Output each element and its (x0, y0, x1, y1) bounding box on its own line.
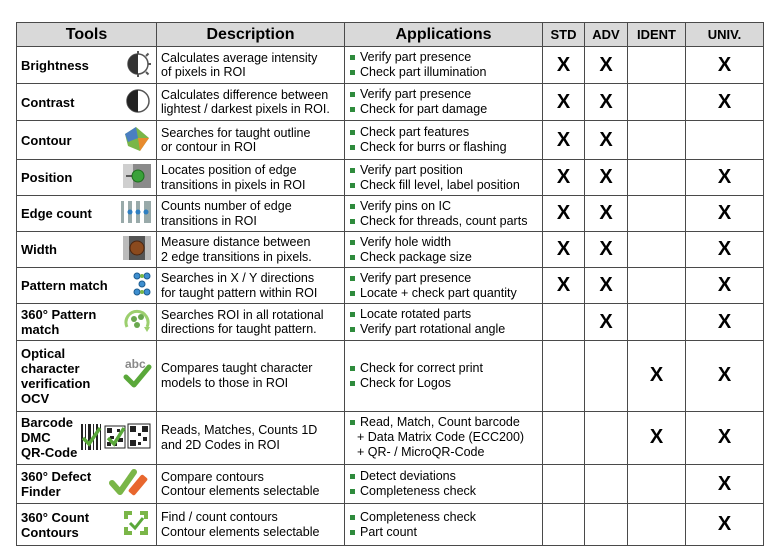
version-univ-cell: X (686, 232, 764, 268)
version-univ-cell: X (686, 411, 764, 464)
application-subitem: + Data Matrix Code (ECC200) (357, 430, 525, 445)
description-cell: Find / count contours Contour elements selectable (157, 504, 345, 546)
application-item: Read, Match, Count barcode (349, 415, 538, 430)
version-univ-cell: X (686, 268, 764, 304)
description-cell: Searches ROI in all rotational directions for taught pattern. (157, 304, 345, 341)
tool-name: Edge count (21, 206, 92, 222)
description-cell: Measure distance between 2 edge transitions in pixels. (157, 232, 345, 268)
version-std-cell: X (543, 232, 585, 268)
defect-finder-icon (108, 468, 152, 501)
tool-cell (17, 411, 157, 464)
version-ident-cell: X (628, 411, 686, 464)
application-item: Verify part position (349, 163, 538, 178)
applications-cell (345, 84, 543, 121)
application-item: Verify hole width (349, 235, 538, 250)
header-description: Description (157, 23, 345, 47)
application-subitem: + QR- / MicroQR-Code (357, 445, 485, 460)
table-row (17, 504, 764, 546)
version-adv-cell (585, 504, 628, 546)
application-item: Verify part presence (349, 271, 538, 286)
bullet-icon (350, 276, 355, 281)
tool-name: 360° Count Contours (21, 509, 90, 540)
tool-name: Contrast (21, 94, 75, 110)
description-cell: Reads, Matches, Counts 1D and 2D Codes in ROI (157, 411, 345, 464)
tool-name: 360° Defect Finder (21, 469, 92, 500)
application-item: Check fill level, label position (349, 178, 538, 193)
half-circle-gear-icon (124, 50, 152, 81)
rotated-pattern-icon (122, 307, 152, 338)
version-adv-cell: X (585, 196, 628, 232)
version-ident-cell (628, 464, 686, 503)
application-item: Completeness check (349, 484, 538, 499)
application-item: Locate rotated parts (349, 307, 538, 322)
tool-name: Optical character verification OCV (21, 345, 91, 406)
bullet-icon (350, 312, 355, 317)
application-item: Verify part presence (349, 50, 538, 65)
tool-name: Brightness (21, 57, 89, 73)
version-std-cell (543, 411, 585, 464)
tool-name: Position (21, 170, 73, 186)
version-adv-cell: X (585, 304, 628, 341)
description-cell: Compare contours Contour elements selectable (157, 464, 345, 503)
header-ident: IDENT (628, 23, 686, 47)
applications-cell (345, 268, 543, 304)
version-ident-cell (628, 121, 686, 160)
description-cell: Locates position of edge transitions in pixels in ROI (157, 160, 345, 196)
table-body (17, 47, 764, 546)
bullet-icon (350, 183, 355, 188)
position-target-icon (122, 163, 152, 192)
table-row (17, 304, 764, 341)
header-univ: UNIV. (686, 23, 764, 47)
application-item: Check for burrs or flashing (349, 140, 538, 155)
version-adv-cell: X (585, 121, 628, 160)
version-adv-cell: X (585, 160, 628, 196)
version-ident-cell (628, 504, 686, 546)
bullet-icon (350, 55, 355, 60)
application-item: Check for threads, count parts (349, 214, 538, 229)
applications-cell (345, 411, 543, 464)
bullet-icon (350, 327, 355, 332)
pattern-dots-icon (132, 271, 152, 300)
application-item: Verify part presence (349, 87, 538, 102)
application-item: Check for correct print (349, 361, 538, 376)
bullet-icon (350, 107, 355, 112)
version-std-cell: X (543, 121, 585, 160)
width-measure-icon (122, 235, 152, 264)
tool-name: 360° Pattern match (21, 307, 97, 338)
applications-cell (345, 121, 543, 160)
tool-cell (17, 232, 157, 268)
table-row (17, 464, 764, 503)
tool-cell (17, 268, 157, 304)
version-adv-cell: X (585, 268, 628, 304)
header-tools: Tools (17, 23, 157, 47)
table-row (17, 268, 764, 304)
applications-cell (345, 304, 543, 341)
tool-cell (17, 84, 157, 121)
version-ident-cell (628, 268, 686, 304)
table-row (17, 121, 764, 160)
version-ident-cell (628, 304, 686, 341)
application-item: Check part illumination (349, 65, 538, 80)
header-std: STD (543, 23, 585, 47)
application-item: Completeness check (349, 510, 538, 525)
version-univ-cell: X (686, 160, 764, 196)
version-ident-cell (628, 160, 686, 196)
version-univ-cell: X (686, 84, 764, 121)
table-row (17, 84, 764, 121)
description-cell: Counts number of edge transitions in ROI (157, 196, 345, 232)
bullet-icon (350, 92, 355, 97)
bullet-icon (350, 366, 355, 371)
applications-cell (345, 341, 543, 412)
table-row (17, 47, 764, 84)
description-cell: Compares taught character models to those in ROI (157, 341, 345, 412)
bullet-icon (350, 70, 355, 75)
tool-cell (17, 504, 157, 546)
header-applications: Applications (345, 23, 543, 47)
version-std-cell: X (543, 268, 585, 304)
bullet-icon (350, 255, 355, 260)
bullet-icon (350, 420, 355, 425)
application-item: Check for part damage (349, 102, 538, 117)
version-ident-cell (628, 84, 686, 121)
table-row (17, 411, 764, 464)
table-row (17, 160, 764, 196)
bullet-icon (350, 515, 355, 520)
half-circle-icon (124, 87, 152, 118)
version-std-cell (543, 504, 585, 546)
header-row (17, 23, 764, 47)
version-ident-cell (628, 232, 686, 268)
tool-cell (17, 160, 157, 196)
version-std-cell (543, 304, 585, 341)
version-ident-cell: X (628, 341, 686, 412)
header-adv: ADV (585, 23, 628, 47)
applications-cell (345, 196, 543, 232)
tool-cell (17, 196, 157, 232)
contour-shape-icon (122, 124, 152, 157)
table-row (17, 232, 764, 268)
version-std-cell (543, 341, 585, 412)
version-ident-cell (628, 196, 686, 232)
barcode-qr-icon (80, 420, 152, 455)
version-univ-cell: X (686, 341, 764, 412)
tool-name: Barcode DMC QR-Code (21, 415, 78, 461)
bullet-icon (350, 474, 355, 479)
bullet-icon (350, 204, 355, 209)
tool-name: Width (21, 242, 57, 258)
version-univ-cell: X (686, 504, 764, 546)
version-std-cell (543, 464, 585, 503)
tool-name: Contour (21, 132, 72, 148)
tools-matrix-table (16, 22, 764, 546)
description-cell: Calculates average intensity of pixels in ROI (157, 47, 345, 84)
application-item: Check package size (349, 250, 538, 265)
bullet-icon (350, 168, 355, 173)
bullet-icon (350, 130, 355, 135)
applications-cell (345, 47, 543, 84)
application-item: Locate + check part quantity (349, 286, 538, 301)
version-adv-cell: X (585, 232, 628, 268)
version-std-cell: X (543, 196, 585, 232)
tool-cell (17, 304, 157, 341)
bullet-icon (350, 381, 355, 386)
description-cell: Calculates difference between lightest / darkest pixels in ROI. (157, 84, 345, 121)
applications-cell (345, 160, 543, 196)
version-univ-cell: X (686, 196, 764, 232)
abc-icon-label: abc (125, 357, 146, 372)
bullet-icon (350, 219, 355, 224)
version-std-cell: X (543, 84, 585, 121)
tool-cell (17, 341, 157, 412)
application-item: Verify part rotational angle (349, 322, 538, 337)
tool-cell (17, 47, 157, 84)
application-item: Part count (349, 525, 538, 540)
description-cell: Searches for taught outline or contour in ROI (157, 121, 345, 160)
bullet-icon (350, 240, 355, 245)
abc-check-icon (120, 359, 152, 392)
tool-cell (17, 464, 157, 503)
applications-cell (345, 464, 543, 503)
bullet-icon (350, 291, 355, 296)
bullet-icon (350, 530, 355, 535)
application-item: Verify pins on IC (349, 199, 538, 214)
version-std-cell: X (543, 47, 585, 84)
bullet-icon (350, 145, 355, 150)
count-contours-icon (120, 507, 152, 542)
version-adv-cell (585, 341, 628, 412)
version-ident-cell (628, 47, 686, 84)
version-univ-cell (686, 121, 764, 160)
tool-cell (17, 121, 157, 160)
version-adv-cell (585, 464, 628, 503)
version-univ-cell: X (686, 304, 764, 341)
edge-count-icon (120, 200, 152, 227)
application-item: Check part features (349, 125, 538, 140)
version-adv-cell: X (585, 84, 628, 121)
application-item: Detect deviations (349, 469, 538, 484)
tool-name: Pattern match (21, 278, 108, 294)
version-std-cell: X (543, 160, 585, 196)
bullet-icon (350, 489, 355, 494)
application-item: Check for Logos (349, 376, 538, 391)
description-cell: Searches in X / Y directions for taught pattern within ROI (157, 268, 345, 304)
version-adv-cell (585, 411, 628, 464)
table-row (17, 196, 764, 232)
version-adv-cell: X (585, 47, 628, 84)
table-row (17, 341, 764, 412)
version-univ-cell: X (686, 47, 764, 84)
applications-cell (345, 232, 543, 268)
applications-cell (345, 504, 543, 546)
version-univ-cell: X (686, 464, 764, 503)
